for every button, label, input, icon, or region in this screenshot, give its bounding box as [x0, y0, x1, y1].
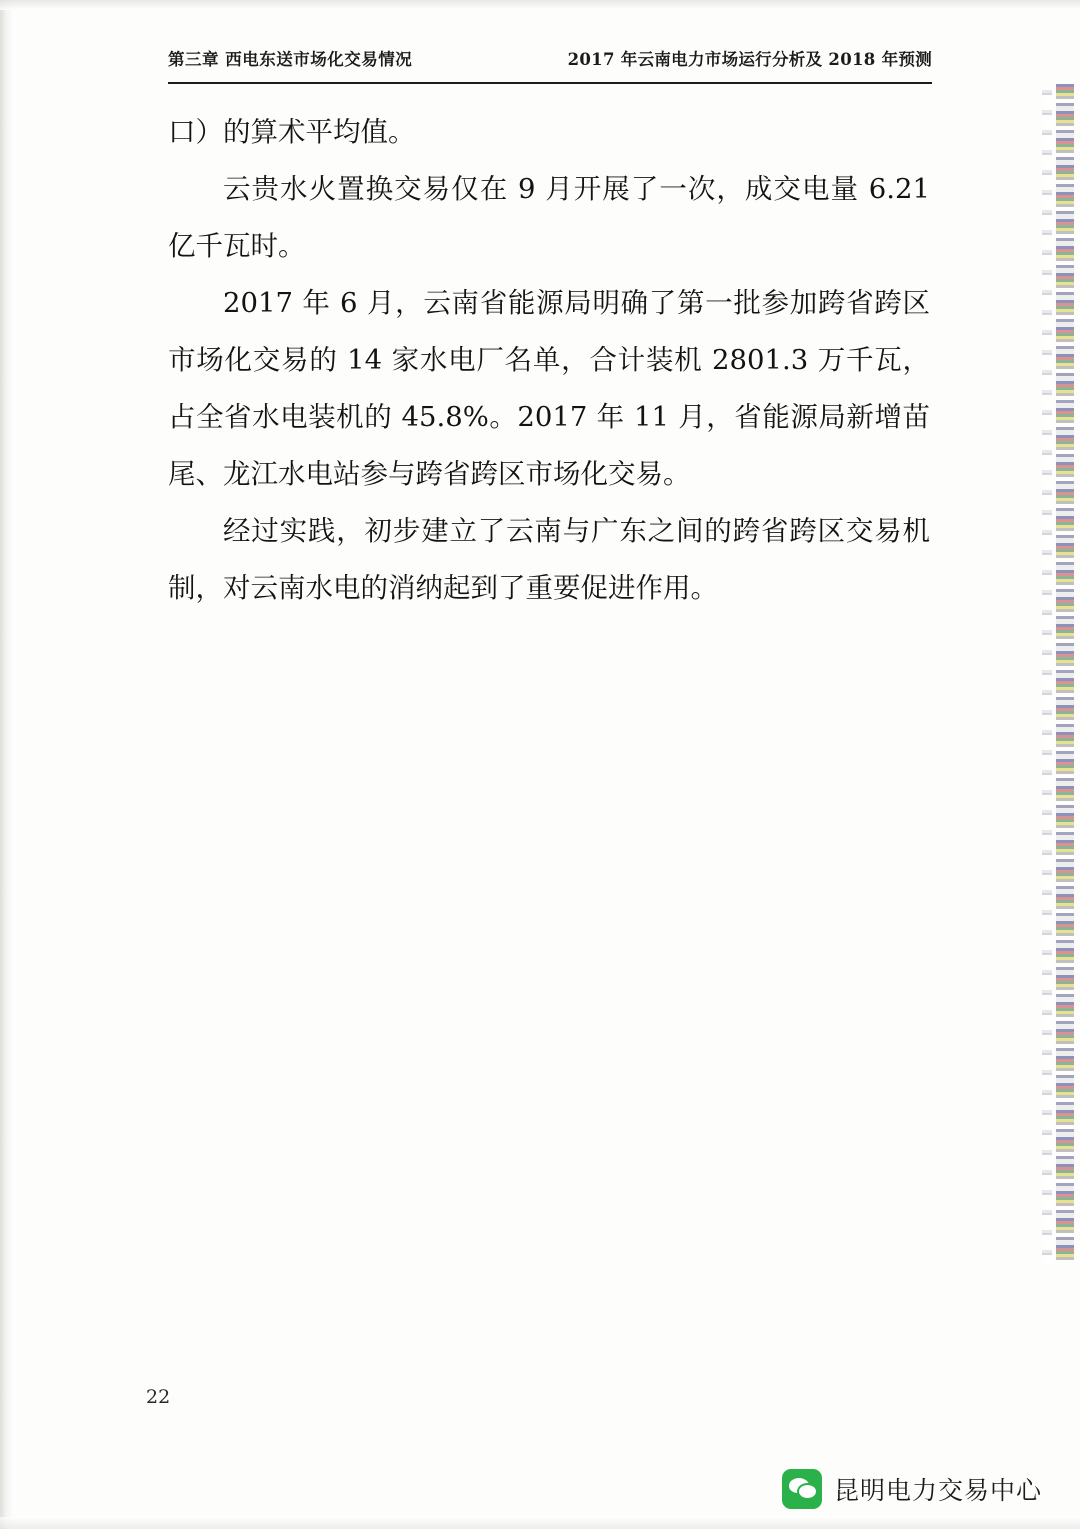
footer-badge — [782, 1469, 1042, 1509]
running-head — [168, 46, 932, 70]
body-text — [168, 104, 930, 617]
scan-color-calibration-bar — [1056, 84, 1074, 1264]
paragraph-1: 口）的算术平均值。 — [168, 116, 416, 148]
scan-edge-bottom — [0, 1517, 1080, 1529]
header-divider — [168, 82, 932, 84]
footer-badge-label: 昆明电力交易中心 — [833, 1476, 1042, 1505]
scan-edge-top — [0, 0, 1080, 10]
scan-edge-left — [0, 0, 14, 1529]
paragraph-3: 2017 年 6 月，云南省能源局明确了第一批参加跨省跨区市场化交易的 14 家水电厂名单，合计装机 2801.3 万千瓦，占全省水电装机的 45.8%。2017 年 11 月，省能源局新增苗尾、龙江水电站参与跨省跨区市场化交易。 — [168, 287, 930, 490]
paragraph-4: 经过实践，初步建立了云南与广东之间的跨省跨区交易机制，对云南水电的消纳起到了重要促进作用。 — [168, 515, 930, 604]
wechat-icon — [782, 1469, 822, 1509]
running-head-title: 2017 年云南电力市场运行分析及 2018 年预测 — [567, 50, 932, 69]
page-number: 22 — [146, 1386, 171, 1408]
scan-color-calibration-bar-secondary — [1042, 84, 1052, 1264]
running-head-chapter: 第三章 西电东送市场化交易情况 — [168, 50, 413, 69]
paragraph-2: 云贵水火置换交易仅在 9 月开展了一次，成交电量 6.21 亿千瓦时。 — [168, 173, 930, 262]
